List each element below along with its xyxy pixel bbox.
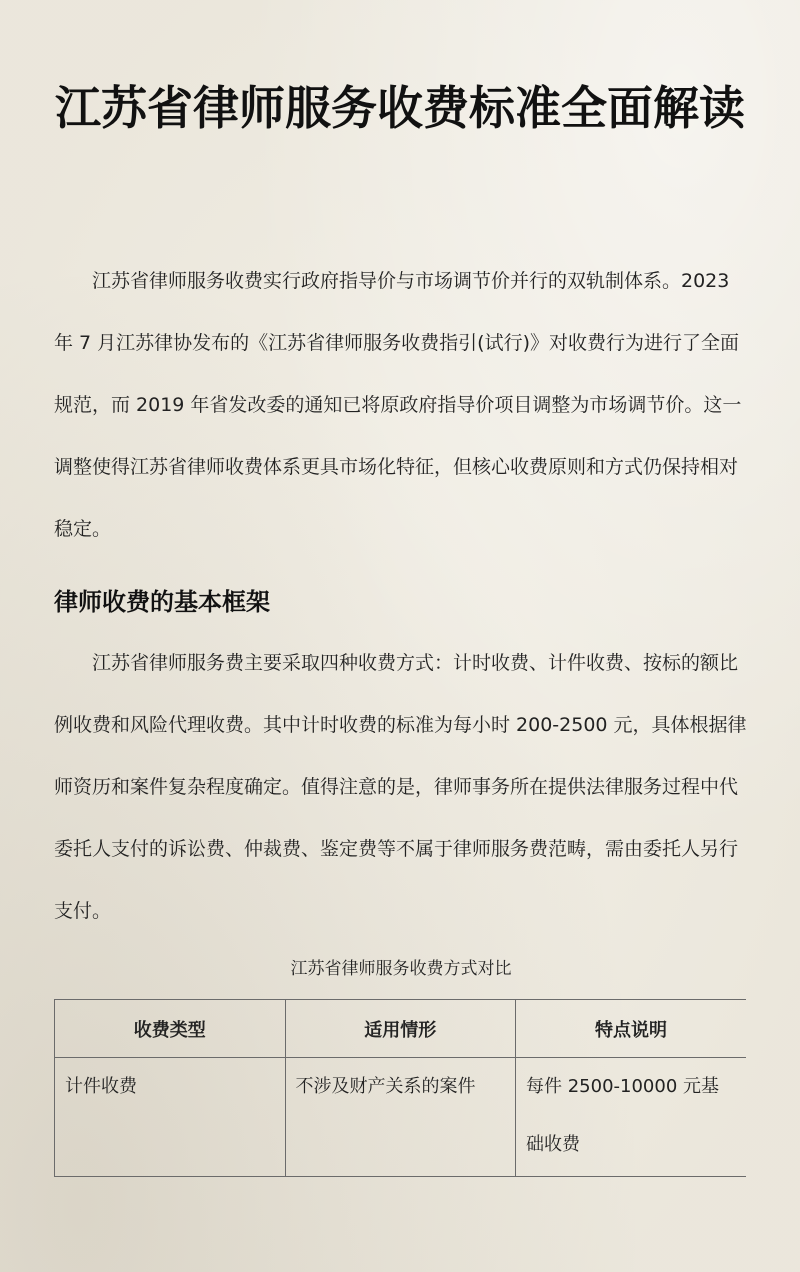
table-caption: 江苏省律师服务收费方式对比 (290, 959, 512, 979)
table-header-cell: 特点说明 (516, 1000, 747, 1058)
table-cell: 每件 2500-10000 元基础收费 (516, 1058, 747, 1177)
section-paragraph (54, 632, 748, 942)
table-cell: 计件收费 (55, 1058, 286, 1177)
table-header-cell: 适用情形 (285, 1000, 516, 1058)
intro-text: 江苏省律师服务收费实行政府指导价与市场调节价并行的双轨制体系。2023 年 7 月江苏律协发布的《江苏省律师服务收费指引(试行)》对收费行为进行了全面规范，而 2019 年省发改委的通知已将原政府指导价项目调整为市场调节价。这一调整使得江苏省律师收费体系更具市场化特征，但核心收费原则和方式仍保持相对稳定。 (54, 270, 742, 540)
fee-comparison-table (54, 999, 746, 1177)
section-text: 江苏省律师服务费主要采取四种收费方式：计时收费、计件收费、按标的额比例收费和风险代理收费。其中计时收费的标准为每小时 200-2500 元，具体根据律师资历和案件复杂程度确定。值得注意的是，律师事务所在提供法律服务过程中代委托人支付的诉讼费、仲裁费、鉴定费等不属于律师服务费范畴，需由委托人另行支付。 (54, 652, 747, 922)
table-row (55, 1058, 747, 1177)
section-heading: 律师收费的基本框架 (54, 588, 270, 616)
intro-paragraph (54, 250, 748, 560)
table-header-cell: 收费类型 (55, 1000, 286, 1058)
table-header-row (55, 1000, 747, 1058)
page-title: 江苏省律师服务收费标准全面解读 (55, 81, 745, 135)
table-cell: 不涉及财产关系的案件 (285, 1058, 516, 1177)
